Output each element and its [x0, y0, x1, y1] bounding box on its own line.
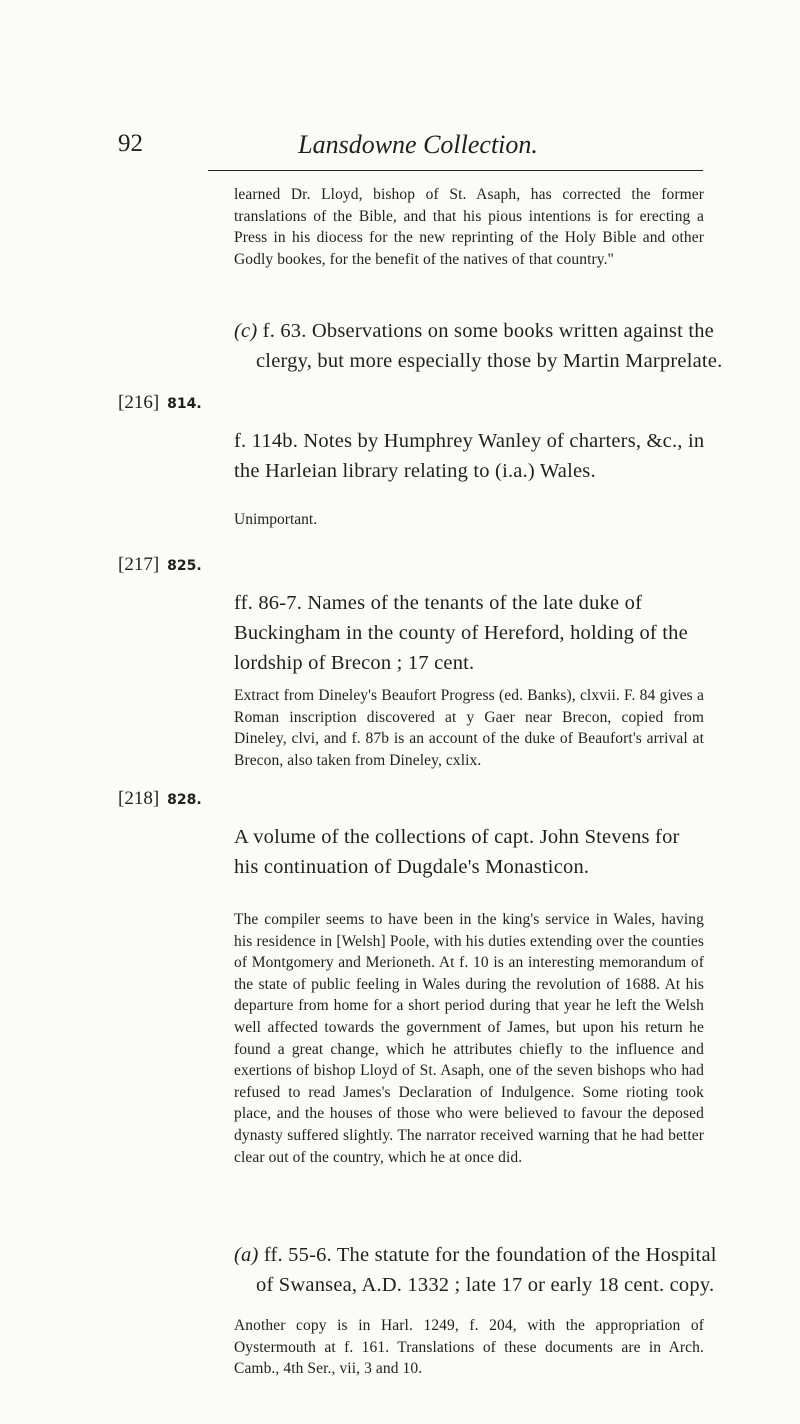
entry-a-text: ff. 55-6. The statute for the foundation of the Hospital of Swansea, A.D. 1332 ; late 17 or early 18 cent. copy. [256, 1244, 717, 1296]
entry-a [234, 1240, 731, 1300]
item-216-text: Notes by Humphrey Wanley of charters, &c., in the Harleian library relating to (i.a.) Wales. [234, 430, 705, 482]
page-number: 92 [118, 130, 143, 157]
entry-c [234, 316, 731, 376]
item-218-bracket: [218] [118, 788, 160, 809]
item-218-number: 828. [167, 792, 202, 808]
item-217-margin [118, 554, 202, 576]
item-216-bracket: [216] [118, 392, 160, 413]
item-217-note: Extract from Dineley's Beaufort Progress (ed. Banks), clxvii. F. 84 gives a Roman inscription discovered at y Gaer near Brecon, copied from Dineley, clvi, and f. 87b is an account of the duke of Beaufort's arrival at Brecon, also taken from Dineley, cxlix. [234, 687, 704, 769]
item-217-entry: ff. 86-7. Names of the tenants of the late duke of Buckingham in the county of Hereford, holding of the lordship of Brecon ; 17 cent. [234, 592, 688, 674]
item-216-entry [234, 426, 709, 486]
entry-c-prefix: (c) [234, 320, 258, 342]
item-218-note: The compiler seems to have been in the king's service in Wales, having his residence in [Welsh] Poole, with his duties extending over the counties of Montgomery and Merioneth. At f. 10 is an interesting memorandum of the state of public feeling in Wales during the revolution of 1688. At his departure from home for a short period during that year he left the Welsh well affected towards the government of James, but upon his return he found a great change, which he attributes chiefly to the influence and exertions of bishop Lloyd of St. Asaph, one of the seven bishops who had refused to read James's Declaration of Indulgence. Some rioting took place, and the houses of those who were believed to favour the deposed dynasty suffered slightly. The narrator received warning that he had better clear out of the country, which he at once did. [234, 911, 704, 1166]
entry-a-note: Another copy is in Harl. 1249, f. 204, with the appropriation of Oystermouth at f. 161. Translations of these documents are in Arch. Camb., 4th Ser., vii, 3 and 10. [234, 1317, 704, 1378]
item-218-entry: A volume of the collections of capt. John Stevens for his continuation of Dugdale's Monasticon. [234, 826, 680, 878]
page-header [118, 130, 718, 170]
entry-a-prefix: (a) [234, 1244, 259, 1266]
top-note: learned Dr. Lloyd, bishop of St. Asaph, has corrected the former translations of the Bible, and that his pious intentions is for erecting a Press in his diocess for the new reprinting of the Holy Bible and other Godly bookes, for the benefit of the natives of that country." [234, 186, 704, 268]
item-217-bracket: [217] [118, 554, 160, 575]
item-217-number: 825. [167, 558, 202, 574]
entry-c-text: f. 63. Observations on some books written against the clergy, but more especially those by Martin Marprelate. [256, 320, 723, 372]
item-216-number: 814. [167, 396, 202, 412]
item-216-margin [118, 392, 202, 414]
running-title: Lansdowne Collection. [298, 130, 538, 159]
header-rule [208, 170, 703, 171]
item-216-folio: f. 114b. [234, 430, 299, 452]
item-218-margin [118, 788, 202, 810]
item-216-note: Unimportant. [234, 511, 318, 528]
